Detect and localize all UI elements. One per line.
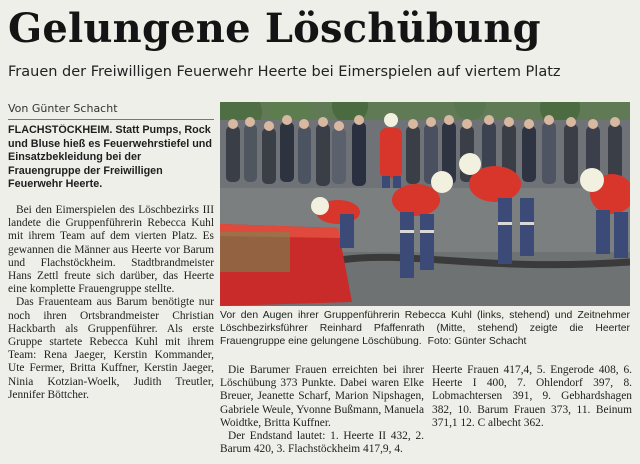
article-column-left <box>8 124 214 460</box>
photo-caption-text: Vor den Augen ihrer Gruppenführerin Rebecca Kuhl (links, stehend) und Zeitnehmer Löschbezirksführer Reinhard Pfaffenrath (Mitte, stehend) zeigte die Heerter Frauengruppe eine gelungene Löschübung. <box>220 310 630 347</box>
article-paragraph-1: Bei den Eimerspielen des Löschbezirks III landete die Gruppenführerin Rebecca Kuhl mit ihrem Team auf dem vierten Platz. Es gewannen die Männer aus Heerte vor Barum und Flachstöckheim. Stadtbrandmeister Hans Zettl freute sich darüber, das Heerte eine komplette Frauengruppe stellte. <box>8 203 214 296</box>
article-byline: Von Günter Schacht <box>8 101 214 120</box>
photo-caption <box>220 309 630 348</box>
article-column-middle <box>220 364 424 462</box>
article-subheadline: Frauen der Freiwilligen Feuerwehr Heerte bei Eimerspielen auf viertem Platz <box>8 64 561 80</box>
article-headline: Gelungene Löschübung <box>8 5 541 52</box>
article-lead: FLACHSTÖCKHEIM. Statt Pumps, Rock und Bluse hieß es Feuerwehrstiefel und Einsatzbekleidung bei der Frauengruppe der Freiwilligen Feuerwehr Heerte. <box>8 124 212 191</box>
news-photo <box>220 102 630 306</box>
article-paragraph-4-continued: Heerte Frauen 417,4, 5. Engerode 408, 6. Heerte I 400, 7. Ohlendorf 397, 8. Lobmachtersen 391, 9. Gebhardshagen 382, 10. Barum Frauen 373, 11. Beinum 371,1 12. C albecht 362. <box>432 364 632 429</box>
article-paragraph-4: Der Endstand lautet: 1. Heerte II 432, 2. Barum 420, 3. Flachstöckheim 417,9, 4. <box>220 430 424 456</box>
article-paragraph-2: Das Frauenteam aus Barum benötigte nur noch ihren Ortsbrandmeister Christian Hackbarth als Gruppenführer. Als erste Gruppe startete Rebecca Kuhl mit ihrem Team: Rena Jaeger, Kerstin Kommander, Ute Fermer, Britta Kuffner, Kerstin Jaeger, Ninia Kotzian-Woelk, Judith Treutler, Jennifer Böttcher. <box>8 296 214 401</box>
article-column-right <box>432 364 632 462</box>
firefighters-photo-illustration <box>220 102 630 306</box>
photo-credit: Foto: Günter Schacht <box>427 336 527 347</box>
article-paragraph-3: Die Barumer Frauen erreichten bei ihrer Löschübung 373 Punkte. Dabei waren Elke Breuer, Jeanette Scharf, Marion Nipshagen, Gabriele Weule, Yvonne Bußmann, Manuela Woidtke, Britta Kuffner. <box>220 364 424 429</box>
